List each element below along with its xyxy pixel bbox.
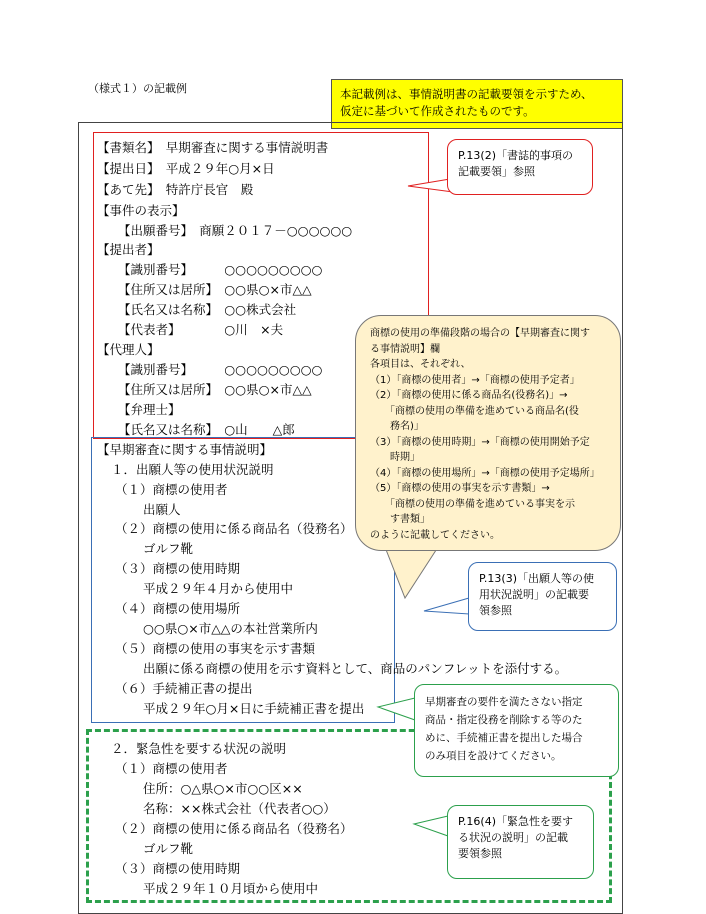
callout-line: 領参照 [479, 604, 512, 617]
callout-line: P.13(2)「書誌的事項の [458, 149, 573, 162]
section1-item: （３）商標の使用時期 [115, 561, 241, 576]
agent-name: 【氏名又は名称】 ○山 △郎 [118, 422, 295, 437]
bibliographic-reference-callout [447, 139, 593, 195]
section2-answer: 名称：××株式会社（代表者○○） [143, 801, 336, 816]
section1-answer: ゴルフ靴 [143, 541, 194, 556]
callout-line: （3）「商標の使用時期」→「商標の使用開始予定 [370, 436, 590, 448]
usage-status-reference-callout [468, 562, 617, 631]
callout-line: P.13(3)「出願人等の使 [479, 572, 594, 585]
section1-answer: ○○県○×市△△の本社営業所内 [143, 621, 318, 636]
callout-line: 時期」 [370, 452, 420, 463]
section2-answer: 住所：○△県○×市○○区×× [143, 781, 303, 796]
callout-line: （5）「商標の使用の事実を示す書類」→ [370, 483, 550, 494]
agent-title: 【弁理士】 [118, 402, 181, 417]
preparation-stage-callout [355, 315, 621, 551]
section1-answer: 出願人 [143, 502, 181, 517]
section1-answer: 平成２９年４月から使用中 [143, 581, 294, 596]
applicant-id: 【識別番号】 ○○○○○○○○○ [118, 262, 323, 277]
section2-title: ２．緊急性を要する状況の説明 [111, 741, 287, 756]
callout-line: P.16(4)「緊急性を要す [458, 815, 573, 828]
app-number: 【出願番号】 商願２０１７－○○○○○○ [118, 223, 353, 238]
section2-answer: 平成２９年１０月頃から使用中 [143, 881, 319, 896]
section1-item: （５）商標の使用の事実を示す書類 [115, 641, 316, 656]
callout-line: （1）「商標の使用者」→「商標の使用予定者」 [370, 374, 580, 386]
callout-line: る状況の説明」の記載 [458, 831, 568, 844]
section1-item: （２）商標の使用に係る商品名（役務名） [115, 521, 353, 536]
section1-answer: 出願に係る商標の使用を示す資料として、商品のパンフレットを添付する。 [143, 661, 568, 676]
callout-line: のように記載してください。 [370, 529, 500, 541]
applicant-heading: 【提出者】 [97, 242, 160, 257]
addressee: 【あて先】 特許庁長官 殿 [97, 182, 254, 197]
callout-line: 要領参照 [458, 847, 502, 860]
callout-line: （2）「商標の使用に係る商品名(役務名)」→ [370, 390, 568, 401]
agent-heading: 【代理人】 [97, 342, 160, 357]
callout-line: めに、手続補正書を提出した場合 [425, 732, 583, 744]
representative: 【代表者】 ○川 ×夫 [118, 322, 284, 337]
callout-line: （4）「商標の使用場所」→「商標の使用予定場所」 [370, 467, 600, 479]
notice-line: 本記載例は、事情説明書の記載要領を示すため、 [340, 87, 593, 101]
form-label: （様式１）の記載例 [88, 82, 187, 95]
section1-item: （４）商標の使用場所 [115, 601, 241, 616]
callout-line: 「商標の使用の準備を進めている事実を示 [370, 498, 575, 510]
submission-date: 【提出日】 平成２９年○月×日 [97, 161, 275, 176]
section2-item: （２）商標の使用に係る商品名（役務名） [115, 821, 353, 836]
blue-callout-pointer [424, 598, 469, 614]
urgency-reference-callout [447, 805, 594, 879]
callout-line: す書類」 [370, 514, 430, 525]
section1-heading: 【早期審査に関する事情説明】 [97, 442, 273, 457]
case-heading: 【事件の表示】 [97, 203, 185, 218]
agent-address: 【住所又は居所】 ○○県○×市△△ [118, 382, 312, 397]
callout-line: 商品・指定役務を削除する等のた [425, 714, 583, 726]
callout-line: 用状況説明」の記載要 [479, 588, 589, 601]
green1-callout-pointer [378, 698, 415, 720]
section2-answer: ゴルフ靴 [143, 841, 194, 856]
callout-line: 「商標の使用の準備を進めている商品名(役 [370, 405, 579, 417]
callout-line: 務名)」 [370, 421, 424, 432]
section2-item: （１）商標の使用者 [115, 761, 228, 776]
applicant-address: 【住所又は居所】 ○○県○×市△△ [118, 282, 312, 297]
callout-line: 早期審査の要件を満たさない指定 [425, 696, 583, 708]
section2-item: （３）商標の使用時期 [115, 861, 241, 876]
section1-item: （６）手続補正書の提出 [115, 681, 253, 696]
callout-line: 各項目は、それぞれ、 [370, 359, 471, 370]
agent-id: 【識別番号】 ○○○○○○○○○ [118, 362, 323, 377]
section1-answer: 平成２９年○月×日に手続補正書を提出 [143, 701, 365, 716]
amendment-note-callout [414, 684, 619, 777]
applicant-name: 【氏名又は名称】 ○○株式会社 [118, 302, 297, 317]
callout-line: 商標の使用の準備段階の場合の【早期審査に関す [370, 328, 590, 339]
callout-line: のみ項目を設けてください。 [425, 750, 562, 762]
section1-item: （１）商標の使用者 [115, 482, 228, 497]
callout-line: る事情説明】欄 [370, 343, 440, 355]
green2-callout-pointer [414, 816, 448, 836]
callout-line: 記載要領」参照 [458, 165, 535, 178]
section1-title: １．出願人等の使用状況説明 [111, 462, 274, 477]
doc-type: 【書類名】 早期審査に関する事情説明書 [97, 140, 329, 155]
notice-line: 仮定に基づいて作成されたものです。 [340, 104, 535, 118]
